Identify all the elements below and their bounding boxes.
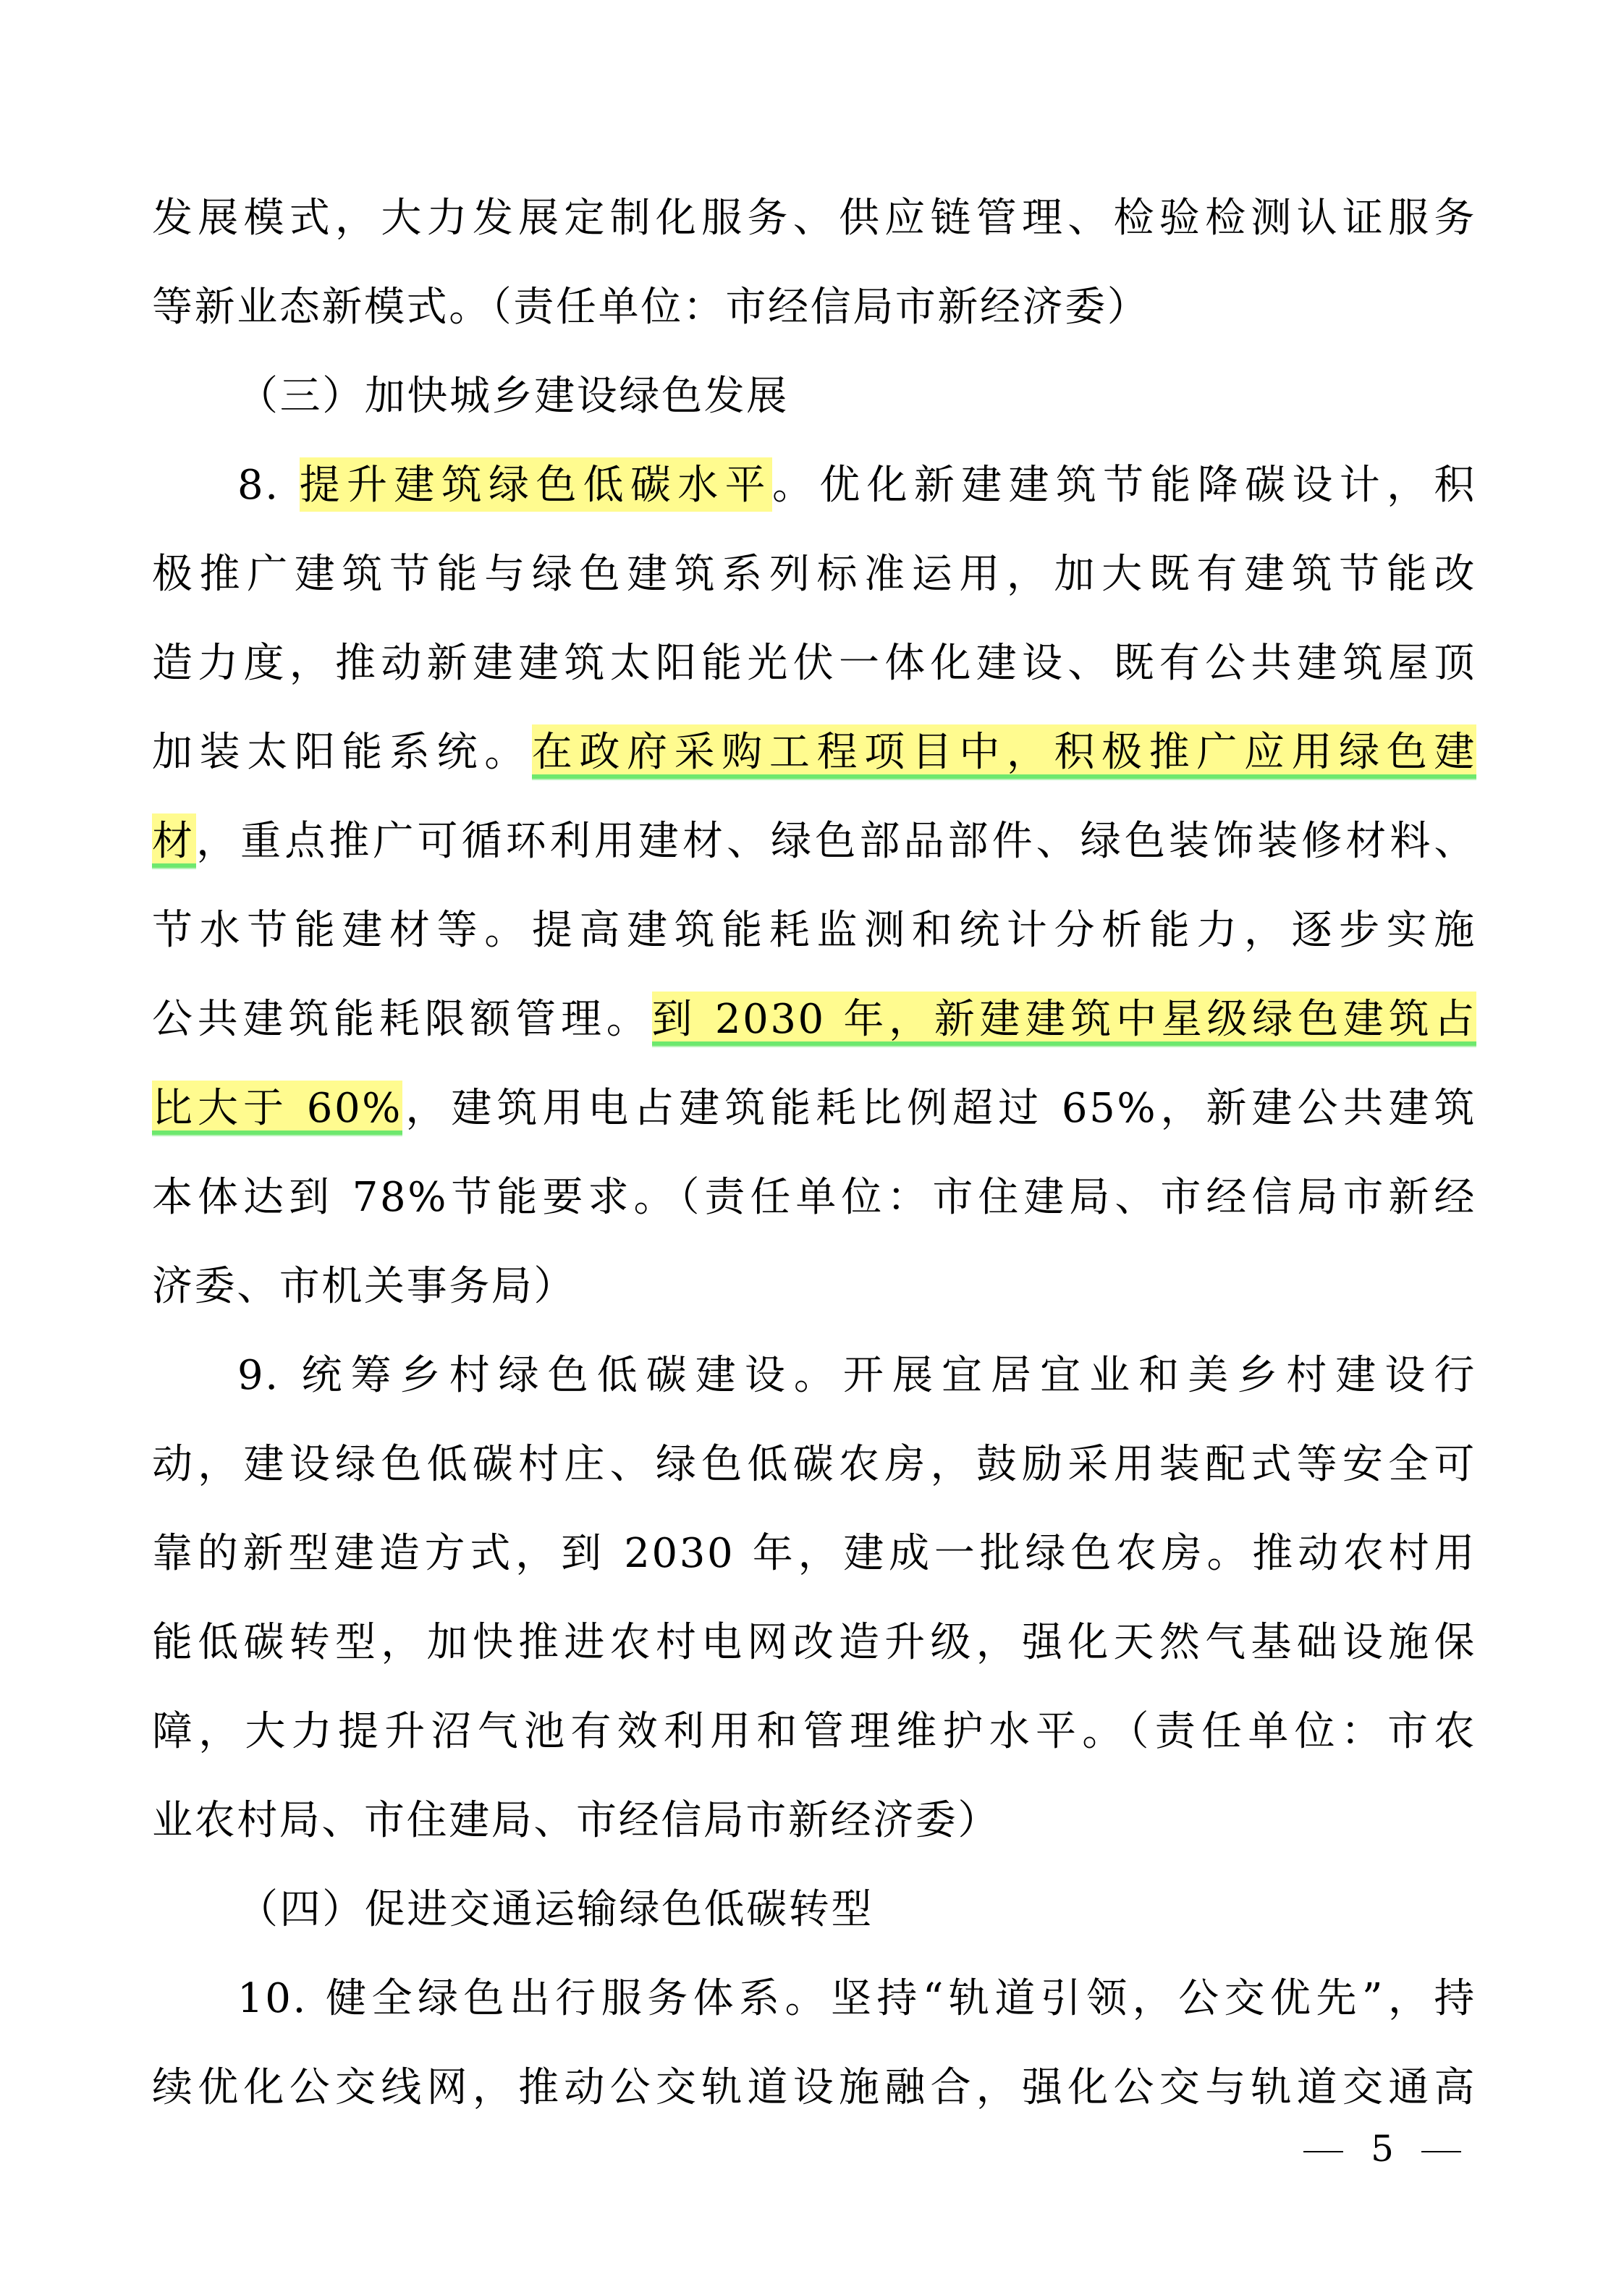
text-span: 。优化新建建筑节能降碳设计，积 — [771, 462, 1476, 509]
highlighted-underlined-text: 到 2030 年，新建建筑中星级绿色建筑占 — [652, 992, 1477, 1047]
section-heading-4: （四）促进交通运输绿色低碳转型 — [237, 1886, 874, 1933]
paragraph-line: 发展模式，大力发展定制化服务、供应链管理、检验检测认证服务 — [152, 195, 1476, 242]
paragraph-line — [152, 708, 1476, 797]
document-body — [152, 174, 1476, 2132]
paragraph-line: 9. 统筹乡村绿色低碳建设。开展宜居宜业和美乡村建设行 — [237, 1352, 1476, 1399]
dash-right — [1421, 2151, 1461, 2152]
highlighted-text: 提升建筑绿色低碳水平 — [300, 457, 772, 512]
paragraph-line: 靠的新型建造方式，到 2030 年，建成一批绿色农房。推动农村用 — [152, 1530, 1476, 1577]
paragraph-line: 续优化公交线网，推动公交轨道设施融合，强化公交与轨道交通高 — [152, 2064, 1476, 2111]
text-span: 公共建筑能耗限额管理。 — [152, 996, 652, 1043]
paragraph-line: 本体达到 78%节能要求。（责任单位：市住建局、市经信局市新经 — [152, 1174, 1476, 1221]
paragraph-line: 能低碳转型，加快推进农村电网改造升级，强化天然气基础设施保 — [152, 1619, 1476, 1666]
paragraph-line — [152, 441, 1476, 530]
paragraph-line — [152, 1064, 1476, 1153]
text-span: ，重点推广可循环利用建材、绿色部品部件、绿色装饰装修材料、 — [196, 818, 1476, 865]
highlighted-underlined-text: 材 — [152, 813, 196, 869]
paragraph-line — [152, 975, 1476, 1064]
dash-left — [1303, 2151, 1343, 2152]
highlighted-underlined-text: 比大于 60% — [152, 1081, 402, 1136]
section-heading-3: （三）加快城乡建设绿色发展 — [237, 373, 789, 420]
text-span: 加装太阳能系统。 — [152, 729, 532, 776]
paragraph-line: 10. 健全绿色出行服务体系。坚持“轨道引领，公交优先”，持 — [237, 1975, 1476, 2022]
paragraph-line: 障，大力提升沼气池有效利用和管理维护水平。（责任单位：市农 — [152, 1708, 1476, 1755]
paragraph-line — [152, 797, 1476, 886]
page-number-value: 5 — [1371, 2128, 1394, 2170]
text-span: ，建筑用电占建筑能耗比例超过 65%，新建公共建筑 — [402, 1085, 1476, 1132]
paragraph-line: 动，建设绿色低碳村庄、绿色低碳农房，鼓励采用装配式等安全可 — [152, 1441, 1476, 1488]
page-number — [1274, 2128, 1491, 2170]
paragraph-line: 节水节能建材等。提高建筑能耗监测和统计分析能力，逐步实施 — [152, 907, 1476, 954]
paragraph-line: 极推广建筑节能与绿色建筑系列标准运用，加大既有建筑节能改 — [152, 551, 1476, 598]
item-number: 8. — [237, 462, 300, 509]
paragraph-line: 济委、市机关事务局） — [152, 1263, 576, 1310]
paragraph-line: 造力度，推动新建建筑太阳能光伏一体化建设、既有公共建筑屋顶 — [152, 640, 1476, 687]
paragraph-line: 等新业态新模式。（责任单位：市经信局市新经济委） — [152, 284, 1150, 331]
paragraph-line: 业农村局、市住建局、市经信局市新经济委） — [152, 1797, 1000, 1844]
highlighted-underlined-text: 在政府采购工程项目中，积极推广应用绿色建 — [532, 724, 1476, 780]
